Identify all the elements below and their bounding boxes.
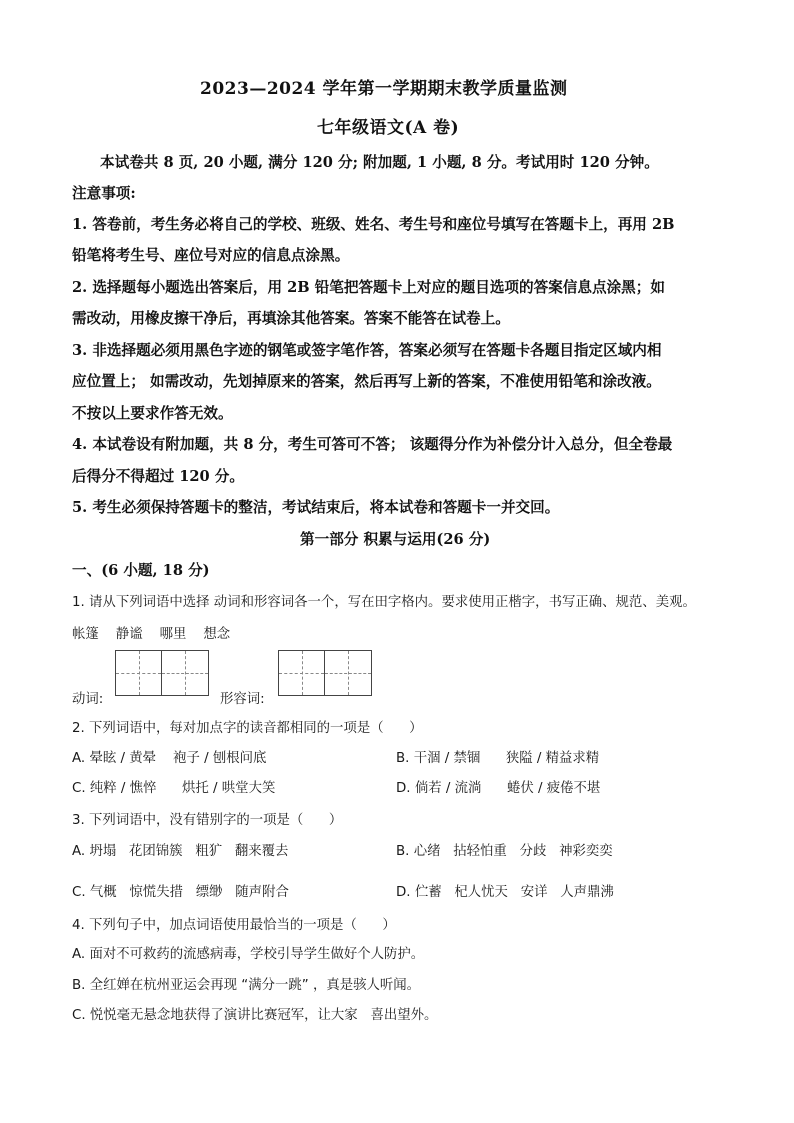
notice-line: 2. 选择题每小题选出答案后，用 2B 铅笔把答题卡上对应的题目选项的答案信息点涂黑；如 [72, 279, 665, 296]
exam-title: 2023—2024 学年第一学期期末教学质量监测 [200, 79, 568, 99]
q1-stem: 1. 请从下列词语中选择 动词和形容词各一个，写在田字格内。要求使用正楷字，书写正确、规范、美观。 [72, 595, 696, 610]
notice-line: 铅笔将考生号、座位号对应的信息点涂黑。 [72, 247, 350, 264]
adjective-writing-grid[interactable] [278, 650, 372, 696]
q4-option-c[interactable]: C. 悦悦毫无悬念地获得了演讲比赛冠军，让大家 喜出望外。 [72, 1008, 438, 1023]
notice-line: 不按以上要求作答无效。 [72, 405, 233, 422]
grid-cell[interactable] [162, 650, 209, 696]
q2-option-c[interactable]: C. 纯粹 / 憔悴 烘托 / 哄堂大笑 [72, 781, 276, 796]
q2-stem: 2. 下列词语中，每对加点字的读音都相同的一项是（ ） [72, 721, 423, 736]
q3-option-b[interactable]: B. 心绪 拈轻怕重 分歧 神彩奕奕 [396, 844, 613, 859]
grid-cell[interactable] [325, 650, 372, 696]
q3-option-d[interactable]: D. 伫蓄 杞人忧天 安详 人声鼎沸 [396, 885, 614, 900]
intro-text: 本试卷共 8 页, 20 小题, 满分 120 分; 附加题, 1 小题, 8 分。考试用时 120 分钟。 [100, 154, 659, 171]
notice-line: 需改动，用橡皮擦干净后，再填涂其他答案。答案不能答在试卷上。 [72, 310, 510, 327]
part-title: 第一部分 积累与运用(26 分) [300, 531, 491, 548]
adjective-label: 形容词: [220, 692, 265, 707]
q4-option-a[interactable]: A. 面对不可救药的流感病毒，学校引导学生做好个人防护。 [72, 947, 425, 962]
q1-word-list: 帐篷 静谧 哪里 想念 [72, 627, 231, 642]
q4-option-b[interactable]: B. 全红婵在杭州亚运会再现 “满分一跳” ，真是骇人听闻。 [72, 978, 421, 993]
grid-cell[interactable] [278, 650, 325, 696]
notice-line: 4. 本试卷设有附加题，共 8 分，考生可答可不答； 该题得分作为补偿分计入总分，但全卷最 [72, 436, 673, 453]
q4-stem: 4. 下列句子中，加点词语使用最恰当的一项是（ ） [72, 918, 396, 933]
q2-option-a[interactable]: A. 晕眩 / 黄晕 袍子 / 刨根问底 [72, 751, 267, 766]
section-title: 一、(6 小题, 18 分) [72, 562, 210, 579]
notice-line: 5. 考生必须保持答题卡的整洁，考试结束后，将本试卷和答题卡一并交回。 [72, 499, 560, 516]
notice-line: 3. 非选择题必须用黑色字迹的钢笔或签字笔作答，答案必须写在答题卡各题目指定区域内相 [72, 342, 662, 359]
q3-option-a[interactable]: A. 坍塌 花团锦簇 粗犷 翻来覆去 [72, 844, 289, 859]
notice-heading: 注意事项: [72, 185, 136, 202]
q3-stem: 3. 下列词语中，没有错别字的一项是（ ） [72, 813, 343, 828]
exam-subtitle: 七年级语文(A 卷) [317, 118, 460, 138]
q3-option-c[interactable]: C. 气概 惊慌失措 缥缈 随声附合 [72, 885, 289, 900]
verb-writing-grid[interactable] [115, 650, 209, 696]
q2-option-d[interactable]: D. 倘若 / 流淌 蜷伏 / 疲倦不堪 [396, 781, 601, 796]
q2-option-b[interactable]: B. 干涸 / 禁锢 狭隘 / 精益求精 [396, 751, 600, 766]
verb-label: 动词: [72, 692, 104, 707]
notice-line: 1. 答卷前，考生务必将自己的学校、班级、姓名、考生号和座位号填写在答题卡上，再用 2B [72, 216, 675, 233]
notice-line: 后得分不得超过 120 分。 [72, 468, 244, 485]
grid-cell[interactable] [115, 650, 162, 696]
notice-line: 应位置上； 如需改动，先划掉原来的答案，然后再写上新的答案，不准使用铅笔和涂改液。 [72, 373, 661, 390]
